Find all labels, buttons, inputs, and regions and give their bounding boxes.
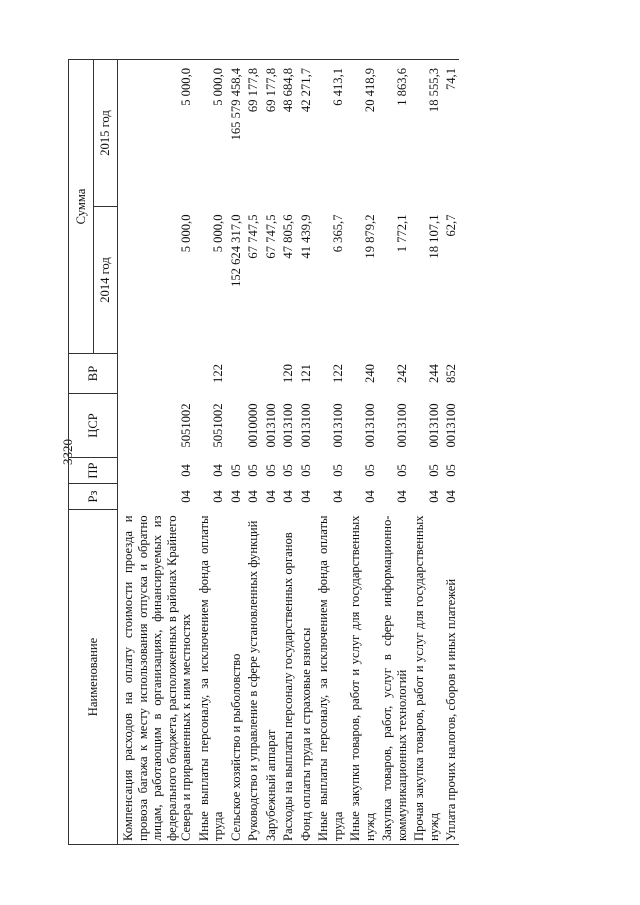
- row-vr: 852: [444, 364, 458, 383]
- row-vr: [261, 354, 279, 394]
- row-rz: 04: [426, 490, 441, 503]
- row-pr: 05: [394, 464, 409, 477]
- header-vr: ВР: [69, 354, 118, 394]
- table-row: [313, 59, 345, 844]
- row-name: Иные выплаты персоналу, за исключением фонда оплаты труда: [313, 510, 345, 845]
- row-2015: 74,1: [441, 59, 459, 206]
- row-vr: 122: [330, 364, 345, 383]
- header-name: Наименование: [69, 510, 118, 845]
- row-name: Иные закупки товаров, работ и услуг для государственных нужд: [345, 510, 377, 845]
- table-row: [345, 59, 377, 844]
- header-sum: Сумма: [69, 59, 94, 353]
- row-name: Уплата прочих налогов, сборов и иных платежей: [441, 510, 459, 845]
- row-2014: 19 879,2: [362, 214, 377, 259]
- row-pr: 04: [179, 464, 193, 477]
- header-pr: ПР: [69, 458, 118, 484]
- row-csr: 5051002: [179, 403, 193, 448]
- row-pr: 05: [281, 464, 295, 477]
- table-row: [278, 59, 296, 844]
- row-2014: 62,7: [444, 214, 458, 237]
- row-csr: 0013100: [426, 403, 441, 448]
- row-vr: 121: [298, 364, 313, 383]
- row-csr: 0013100: [444, 403, 458, 448]
- row-vr: 240: [362, 364, 377, 383]
- row-2014: 6 365,7: [330, 214, 345, 253]
- row-2015: 69 177,8: [243, 59, 261, 206]
- row-pr: 05: [228, 464, 243, 477]
- row-2015: 18 555,3: [409, 59, 441, 206]
- row-rz: 04: [330, 490, 345, 503]
- table-row: [243, 59, 261, 844]
- row-name: Расходы на выплаты персоналу государственных органов: [278, 510, 296, 845]
- table-row: [261, 59, 279, 844]
- row-rz: 04: [444, 490, 458, 503]
- row-pr: 05: [330, 464, 345, 477]
- row-vr: [226, 354, 244, 394]
- row-pr: 05: [426, 464, 441, 477]
- header-2015: 2015 год: [93, 59, 118, 206]
- row-2014: 67 747,5: [246, 214, 260, 259]
- row-rz: 04: [281, 490, 295, 503]
- row-csr: 0010000: [246, 403, 260, 448]
- row-pr: 05: [246, 464, 260, 477]
- row-csr: 0013100: [298, 403, 313, 448]
- row-vr: [118, 354, 194, 394]
- table-row: [441, 59, 459, 844]
- table-row: [377, 59, 409, 844]
- row-pr: 04: [211, 464, 225, 477]
- row-rz: 04: [394, 490, 409, 503]
- row-vr: [243, 354, 261, 394]
- row-rz: 04: [263, 490, 278, 503]
- table-row: [296, 59, 314, 844]
- row-2015: 48 684,8: [278, 59, 296, 206]
- row-name: Фонд оплаты труда и страховые взносы: [296, 510, 314, 845]
- row-csr: 0013100: [330, 403, 345, 448]
- row-csr: 5051002: [211, 403, 225, 448]
- row-2015: 6 413,1: [313, 59, 345, 206]
- row-vr: 242: [394, 364, 409, 383]
- budget-table: [68, 59, 459, 845]
- row-pr: 05: [263, 464, 278, 477]
- row-2014: 67 747,5: [263, 214, 278, 259]
- row-2014: 47 805,6: [281, 214, 295, 259]
- row-2015: 69 177,8: [261, 59, 279, 206]
- row-2014: 1 772,1: [394, 214, 409, 253]
- row-2014: 5 000,0: [179, 214, 193, 253]
- table-row: [194, 59, 226, 844]
- header-row: [69, 59, 94, 844]
- row-csr: 0013100: [263, 403, 278, 448]
- table-row: [118, 59, 194, 844]
- page-number: 3320: [60, 439, 75, 465]
- row-2015: 42 271,7: [296, 59, 314, 206]
- row-2015: 20 418,9: [345, 59, 377, 206]
- row-csr: 0013100: [394, 403, 409, 448]
- row-rz: 04: [298, 490, 313, 503]
- row-vr: 244: [426, 364, 441, 383]
- row-pr: 05: [444, 464, 458, 477]
- row-2015: 1 863,6: [377, 59, 409, 206]
- table-row: [226, 59, 244, 844]
- row-vr: 120: [281, 364, 295, 383]
- row-name: Прочая закупка товаров, работ и услуг для государственных нужд: [409, 510, 441, 845]
- row-rz: 04: [211, 490, 225, 503]
- row-2014: 5 000,0: [211, 214, 225, 253]
- table-row: [409, 59, 441, 844]
- row-2014: 18 107,1: [426, 214, 441, 259]
- row-2014: 152 624 317,0: [228, 214, 243, 287]
- row-vr: 122: [211, 364, 225, 383]
- row-rz: 04: [362, 490, 377, 503]
- row-2015: 5 000,0: [194, 59, 226, 206]
- row-name: Иные выплаты персоналу, за исключением фонда оплаты труда: [194, 510, 226, 845]
- header-2014: 2014 год: [93, 207, 118, 354]
- row-2015: 5 000,0: [118, 59, 194, 206]
- row-name: Компенсация расходов на оплату стоимости проезда и провоза багажа к месту использования отпуска и обратно лицам, работающим в организациях, финансируемых из федерального бюджета, расположенных в районах Крайнего Севера и приравненных к ним местностях: [118, 510, 194, 845]
- row-name: Зарубежный аппарат: [261, 510, 279, 845]
- row-2015: 165 579 458,4: [226, 59, 244, 206]
- row-pr: 05: [362, 464, 377, 477]
- rotated-table-container: [68, 60, 628, 845]
- row-pr: 05: [298, 464, 313, 477]
- row-name: Сельское хозяйство и рыболовство: [226, 510, 244, 845]
- row-2014: 41 439,9: [298, 214, 313, 259]
- header-rz: Рз: [69, 484, 118, 510]
- row-rz: 04: [179, 490, 193, 503]
- row-csr: 0013100: [362, 403, 377, 448]
- row-csr: [226, 394, 244, 458]
- row-rz: 04: [228, 490, 243, 503]
- header-csr: ЦСР: [69, 394, 118, 458]
- row-rz: 04: [246, 490, 260, 503]
- row-name: Руководство и управление в сфере установленных функций: [243, 510, 261, 845]
- row-csr: 0013100: [281, 403, 295, 448]
- row-name: Закупка товаров, работ, услуг в сфере информационно-коммуникационных технологий: [377, 510, 409, 845]
